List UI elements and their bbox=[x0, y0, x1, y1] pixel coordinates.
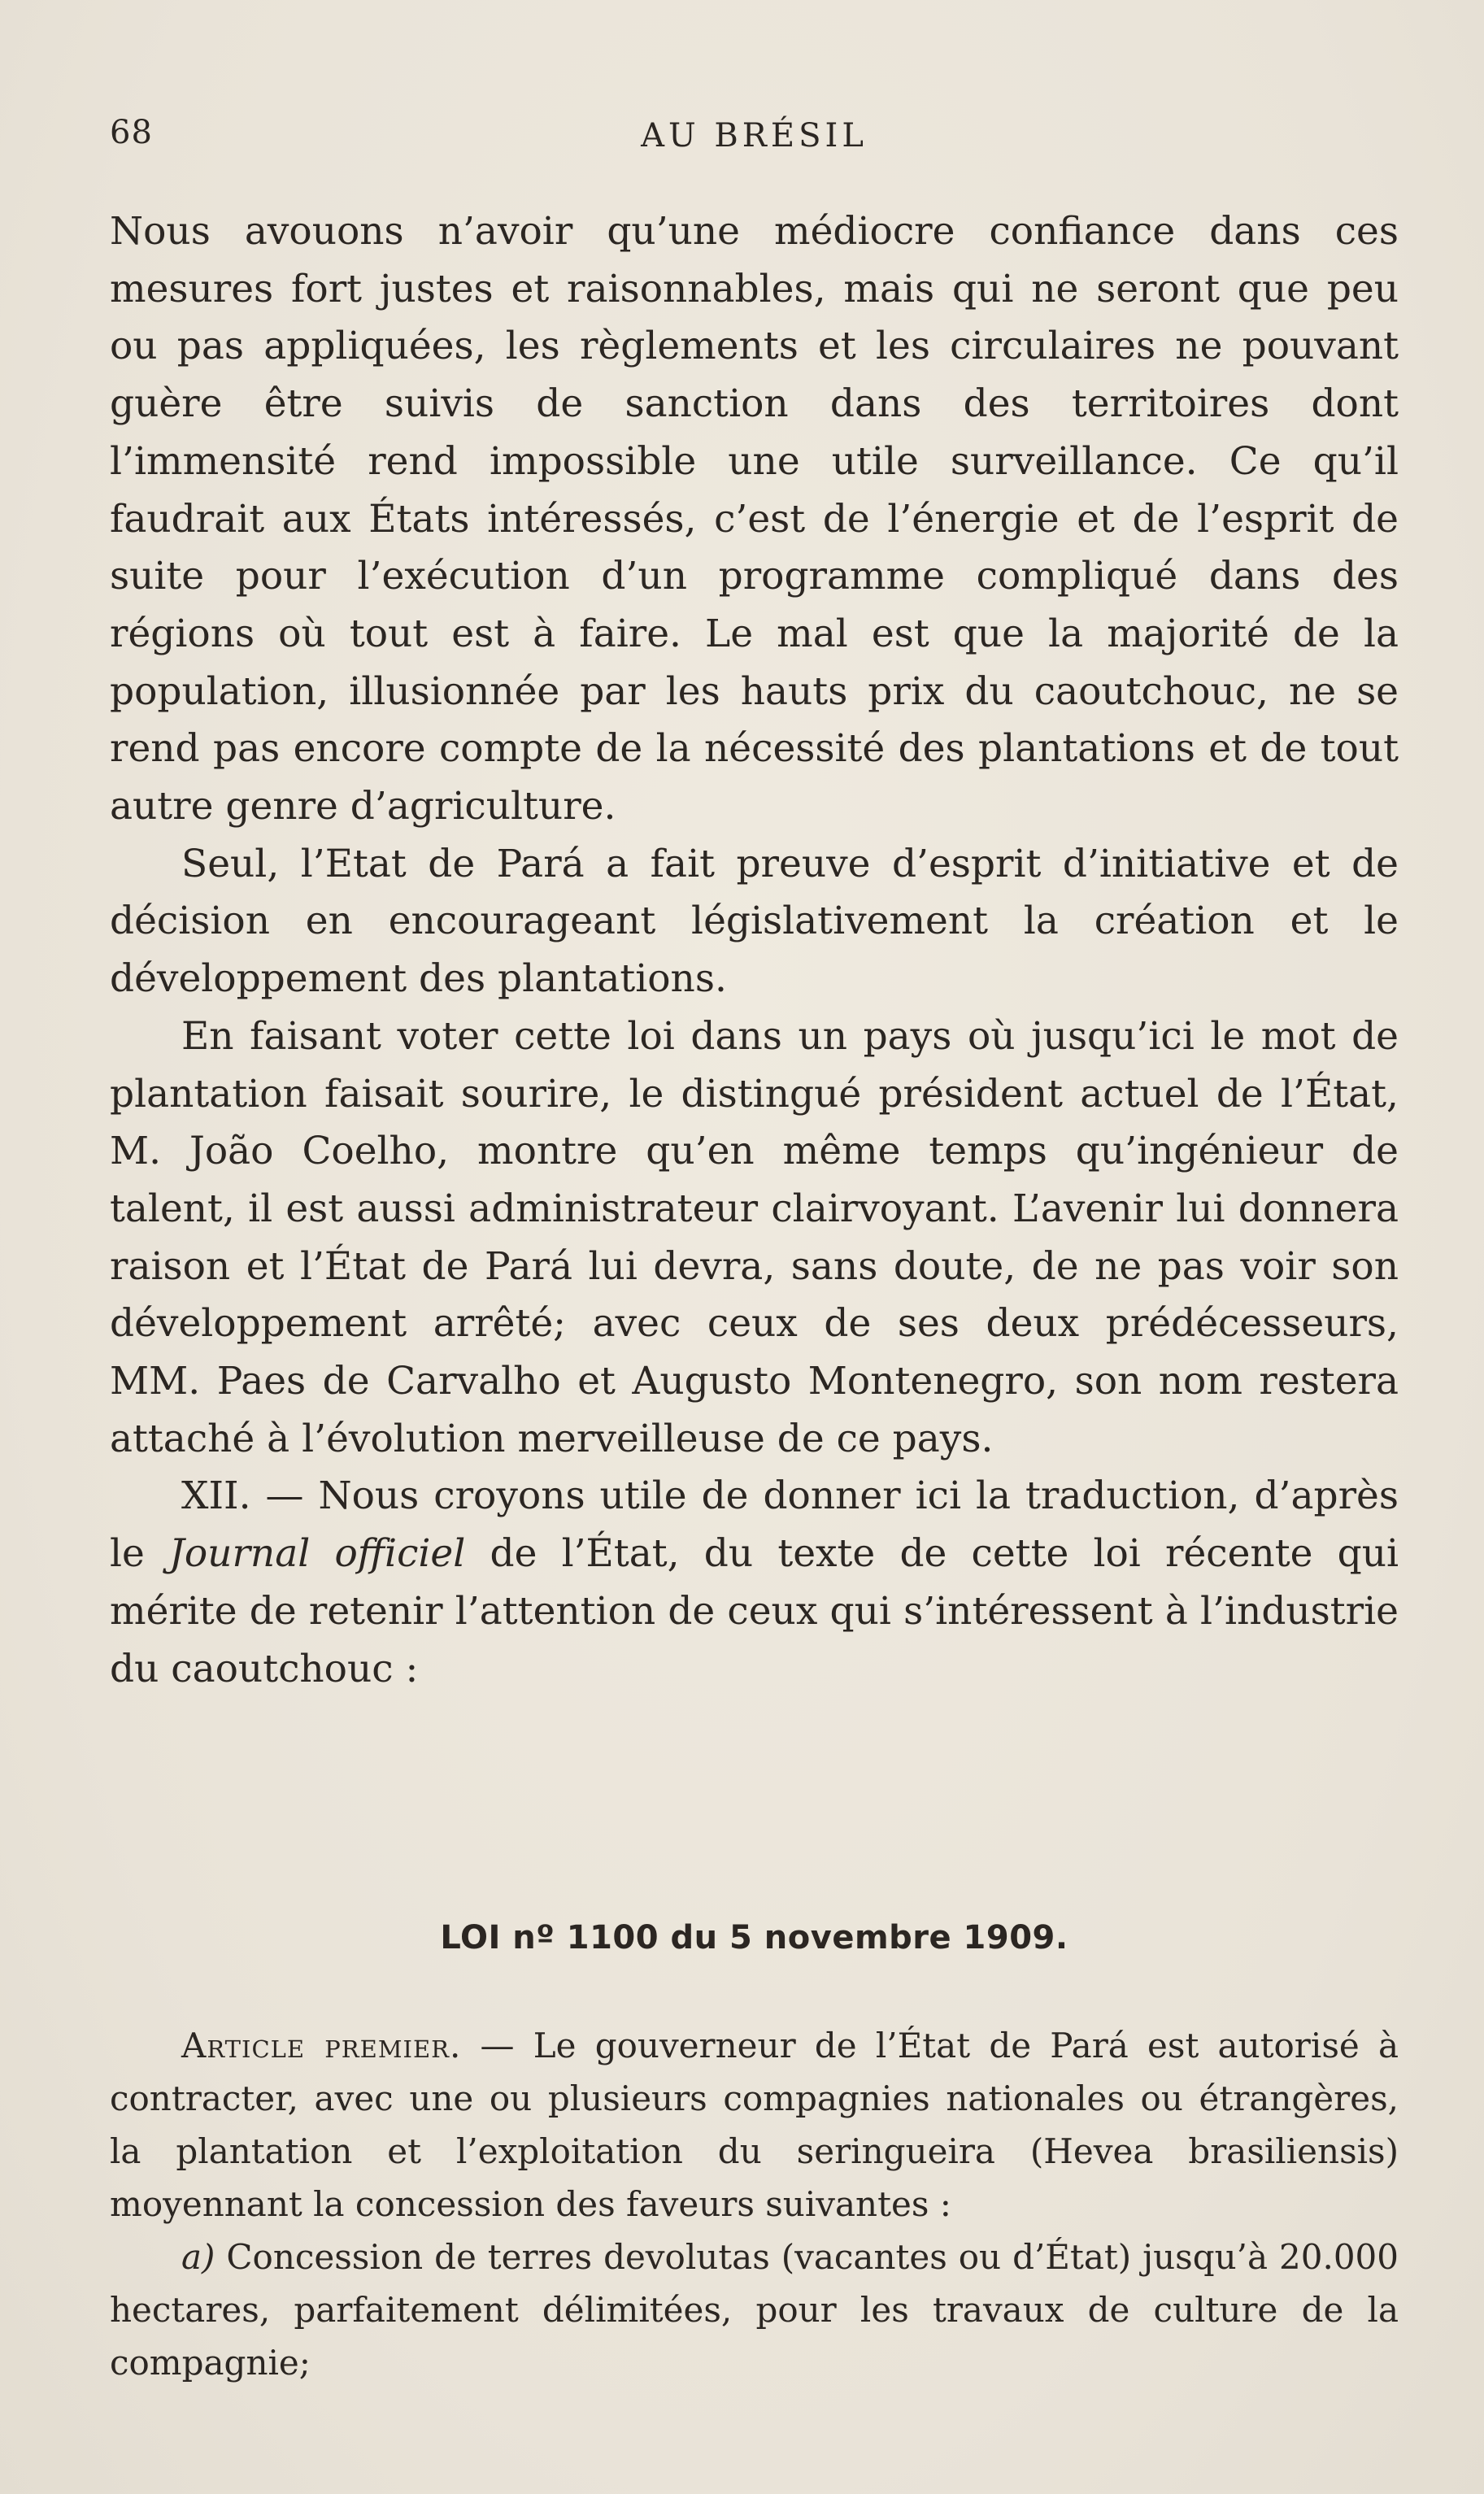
article-item-a bbox=[110, 2231, 1399, 2389]
page-number: 68 bbox=[110, 114, 153, 151]
paragraph-4-end: de l’État, du texte de cette loi récente qui mérite de retenir l’attention de ceux qui s’intéressent à l’industrie du caoutchouc : bbox=[110, 1531, 1399, 1691]
article-text: — Le gouverneur de l’État de Pará est autorisé à contracter, avec une ou plusieurs compagnies nationales ou étrangères, la plantation et l’exploitation du seringueira (Hevea brasiliensis) moyennant la concession des faveurs suivantes : bbox=[110, 2026, 1399, 2224]
article-label: Article premier. bbox=[181, 2026, 462, 2065]
item-a-text: Concession de terres devolutas (vacantes ou d’État) jusqu’à 20.000 hectares, parfaitement délimitées, pour les travaux de culture de la compagnie; bbox=[110, 2237, 1399, 2383]
law-text bbox=[110, 2019, 1399, 2389]
paragraph-3: En faisant voter cette loi dans un pays où jusqu’ici le mot de plantation faisait sourire, le distingué président actuel de l’État, M. João Coelho, montre qu’en même temps qu’ingénieur de talent, il est aussi administrateur clairvoyant. L’avenir lui donnera raison et l’État de Pará lui devra, sans doute, de ne pas voir son développement arrêté; avec ceux de ses deux prédécesseurs, MM. Paes de Carvalho et Augusto Montenegro, son nom restera attaché à l’évolution merveilleuse de ce pays. bbox=[110, 1013, 1399, 1461]
article-premier bbox=[110, 2019, 1399, 2231]
body-text bbox=[110, 203, 1399, 1698]
journal-title: Journal officiel bbox=[169, 1531, 466, 1577]
paragraph-2: Seul, l’Etat de Pará a fait preuve d’esprit d’initiative et de décision en encourageant législativement la création et le développement des plantations. bbox=[110, 841, 1399, 1002]
page-header bbox=[110, 114, 1399, 163]
paragraph-1: Nous avouons n’avoir qu’une médiocre confiance dans ces mesures fort justes et raisonnables, mais qui ne seront que peu ou pas appliquées, les règlements et les circulaires ne pouvant guère être suivis de sanction dans des territoires dont l’immensité rend impossible une utile surveillance. Ce qu’il faudrait aux États intéressés, c’est de l’énergie et de l’esprit de suite pour l’exécution d’un programme compliqué dans des régions où tout est à faire. Le mal est que la majorité de la population, illusionnée par les hauts prix du caoutchouc, ne se rend pas encore compte de la nécessité des plantations et de tout autre genre d’agriculture. bbox=[110, 209, 1399, 829]
paragraph-4-start: XII. — Nous croyons utile de donner ici la traduction, d’après le bbox=[110, 1473, 1399, 1577]
item-a-label: a) bbox=[181, 2237, 215, 2277]
paragraph-4 bbox=[110, 1468, 1399, 1698]
law-title: LOI nº 1100 du 5 novembre 1909. bbox=[440, 1919, 1068, 1956]
running-head: AU BRÉSIL bbox=[641, 117, 868, 155]
